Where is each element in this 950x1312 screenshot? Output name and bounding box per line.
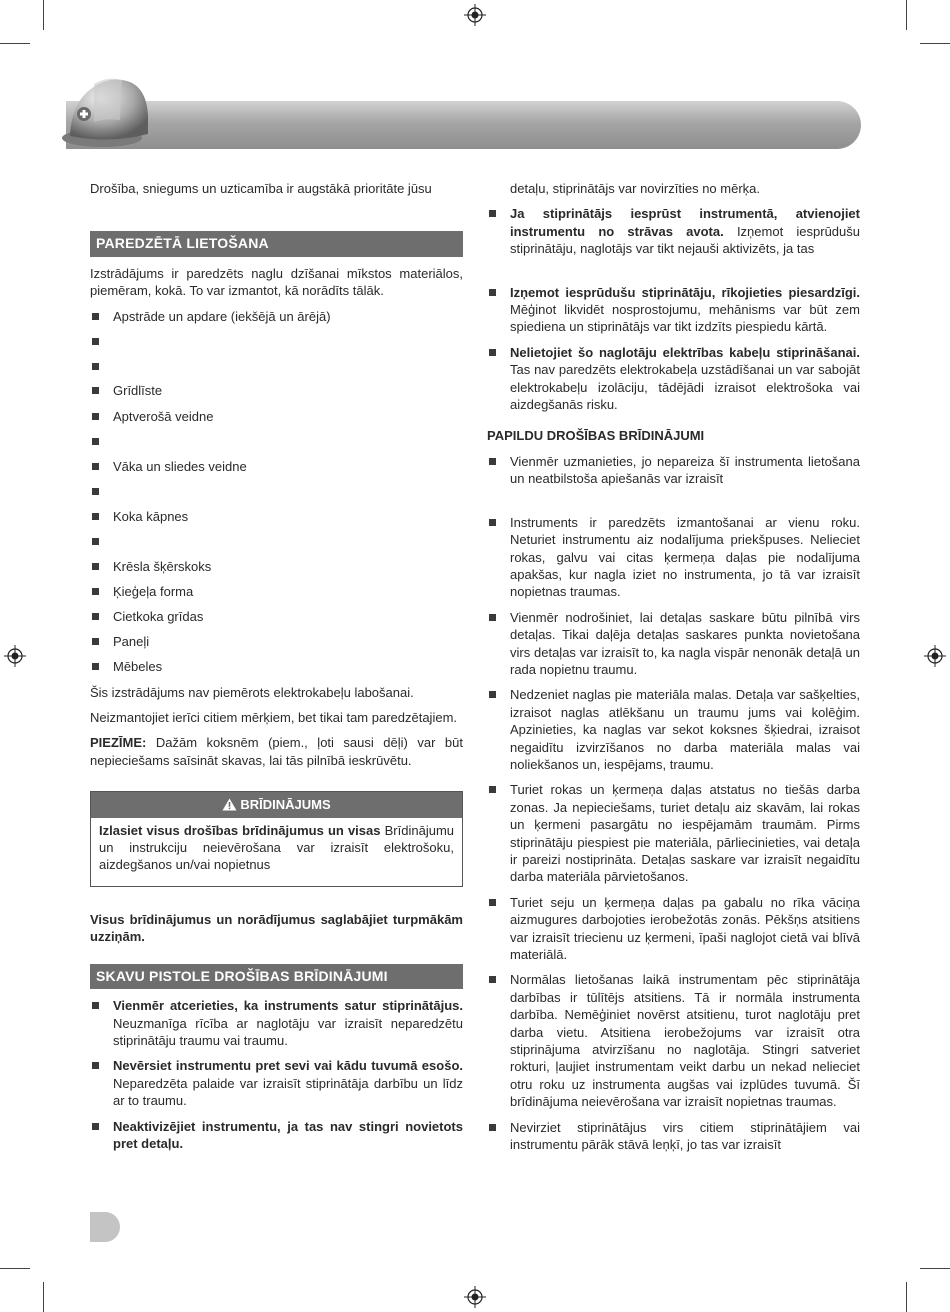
list-item: Apstrāde un apdare (iekšējā un ārējā) [90, 308, 463, 325]
list-item [90, 997, 463, 1049]
crop-mark [920, 43, 950, 44]
item-bold-text: Izņemot iesprūdušu stiprinātāju, rīkojieties piesardzīgi. [510, 284, 860, 300]
list-item: Paneļi [90, 633, 463, 650]
crop-mark [0, 1268, 30, 1269]
crop-mark [906, 0, 907, 30]
additional-warnings-list [487, 453, 860, 1154]
registration-mark-icon [464, 4, 486, 26]
item-text: Neuzmanīga rīcība ar naglotāju var izraisīt neparedzētu stiprinātāju traumu vai traumu. [113, 1015, 463, 1048]
right-column [487, 180, 860, 1162]
list-item: Vienmēr nodrošiniet, lai detaļas saskare būtu pilnībā virs detaļas. Tikai daļēja detaļas saskares punkta novietošana virs detaļas var izraisīt to, ka nagla vispār nenonāk detaļā un rada nopietnu traumu. [487, 609, 860, 679]
warning-box [90, 791, 463, 887]
list-item [90, 333, 463, 350]
warning-bold-text: Izlasiet visus drošības brīdinājumus un visas [99, 822, 381, 838]
list-item: Grīdlīste [90, 382, 463, 399]
list-item: Nedzeniet naglas pie materiāla malas. Detaļa var sašķelties, izraisot naglas atlēkšanu un traumu jums vai kolēģim. Apzinieties, ka naglas var sekot koksnes šķiedrai, izraisot negaidītu izvirzīšanos no darba materiāla malas vai noliekšanos un, iespējams, traumu. [487, 686, 860, 773]
section-heading-intended-use: PAREDZĒTĀ LIETOŠANA [90, 231, 463, 256]
list-item: Normālas lietošanas laikā instrumentam pēc stiprinātāja darbības ir tūlītējs atsitiens. Tā ir normāla instrumenta darbība. Nemēģiniet novērst atsitienu, turot naglotāju pret darba vietu. Atsitiena ierobežojums var izraisīt otra stiprinājuma atvirzīšanu no naglotāja. Stingri satveriet rokturi, ļaujiet instrumentam veikt darbu un nekad nelieciet otru roku uz instrumenta augšas vai izplūdes tuvumā. Šī brīdinājuma neievērošana var izraisīt nopietnas traumas. [487, 971, 860, 1110]
item-text: Neparedzēta palaide var izraisīt stiprinātāja darbību un līdz ar to traumu. [113, 1075, 463, 1109]
list-item: Turiet seju un ķermeņa daļas pa gabalu no rīka vāciņa aizmugures darbojoties ierobežotās zonās. Pēkšņs atsitiens var izraisīt triecienu uz ķermeni, īpaši naglojot cietā vai blīvā materiālā. [487, 894, 860, 964]
list-item [90, 1118, 463, 1153]
header-banner [66, 101, 861, 149]
safety-helmet-icon [60, 70, 156, 152]
list-item [90, 533, 463, 550]
item-bold-text: Vienmēr atcerieties, ka instruments satur stiprinātājus. [113, 998, 463, 1014]
save-instructions-note [90, 911, 463, 946]
list-item: Turiet rokas un ķermeņa daļas atstatus no tiešās darba zonas. Ja nepieciešams, turiet detaļu aiz skavām, lai rokas un ķermeni pasargātu no iespējamām traumām. Pirms stiprinātāju piespiest pie materiāla, pārliecinieties, vai detaļa ir pareizi nostiprināta. Detaļas saskare var izraisīt negaidītu darba materiāla pārvietošanos. [487, 781, 860, 885]
registration-mark-icon [4, 645, 26, 667]
warning-title: BRĪDINĀJUMS [240, 797, 331, 813]
list-item: Instruments ir paredzēts izmantošanai ar vienu roku. Neturiet instrumentu aiz nodalījuma priekšpuses. Nelieciet rokas, galvu vai citas ķermeņa daļas pie nodalījuma apakšas, kur nagla iziet no instrumenta, jo tā var izraisīt nopietnas traumas. [487, 514, 860, 601]
stapler-warnings-list [90, 997, 463, 1152]
registration-mark-icon [924, 645, 946, 667]
list-item: Vienmēr uzmanieties, jo nepareiza šī instrumenta lietošana un neatbilstoša apiešanās var izraisīt [487, 453, 860, 488]
intended-use-text: Izstrādājums ir paredzēts naglu dzīšanai mīkstos materiālos, piemēram, kokā. To var izmantot, kā norādīts tālāk. [90, 265, 463, 299]
crop-mark [0, 43, 30, 44]
list-item [487, 284, 860, 336]
item-bold-text: Nelietojiet šo naglotāju elektrības kabeļu stiprināšanai. [510, 344, 860, 360]
item-text: Tas nav paredzēts elektrokabeļa uzstādīšanai un var sabojāt elektrokabeļu izolāciju, tādējādi izraisot elektrošoka vai aizdegšanās risku. [510, 362, 860, 413]
item-text: Mēģinot likvidēt nosprostojumu, mehānisms var būt zem spiediena un stiprinātājs var tikt izdzīts piespiedu kārtā. [510, 302, 860, 335]
note-text: Neizmantojiet ierīci citiem mērķiem, bet tikai tam paredzētajiem. [90, 710, 458, 726]
list-item [90, 358, 463, 375]
list-item: Vāka un sliedes veidne [90, 458, 463, 475]
list-item: Krēsla šķērskoks [90, 558, 463, 575]
list-item: Mēbeles [90, 658, 463, 675]
list-item [487, 205, 860, 257]
item-bold-text: Neaktivizējiet instrumentu, ja tas nav stingri novietots pret detaļu. [113, 1118, 463, 1151]
crop-mark [43, 0, 44, 30]
note-paragraph [90, 734, 463, 769]
continued-text: detaļu, stiprinātājs var novirzīties no mērķa. [510, 181, 760, 196]
list-item: Aptverošā veidne [90, 408, 463, 425]
save-note-text: Visus brīdinājumus un norādījumus saglabājiet turpmākām uzziņām. [90, 911, 463, 945]
list-item: Cietkoka grīdas [90, 608, 463, 625]
warning-header [91, 792, 462, 817]
list-item [90, 1057, 463, 1109]
note-text: Šis izstrādājums nav piemērots elektrokabeļu labošanai. [90, 684, 414, 700]
warning-text: Brīdinājumu un instrukciju neievērošana var izraisīt elektrošoku, aizdegšanos un/vai nopietnus [99, 822, 455, 873]
stapler-warnings-list-continued [487, 205, 860, 413]
page-number-tab [90, 1212, 120, 1242]
crop-mark [906, 1282, 907, 1312]
item-text: Izņemot iesprūdušu stiprinātāju, naglotājs var tikt nejauši aktivizēts, ja tas [510, 223, 860, 257]
list-item [487, 344, 860, 414]
intended-use-list [90, 308, 463, 676]
warning-body [91, 818, 462, 886]
list-item: Nevirziet stiprinātājus virs citiem stiprinātājiem vai instrumentu pārāk stāvā leņķī, jo tas var izraisīt [487, 1119, 860, 1154]
item-bold-text: Nevērsiet instrumentu pret sevi vai kādu tuvumā esošo. [113, 1058, 463, 1074]
section-heading-additional-safety: PAPILDU DROŠĪBAS BRĪDINĀJUMI [487, 428, 705, 444]
list-item: Ķieģeļa forma [90, 583, 463, 600]
left-column [90, 180, 463, 1160]
intro-text: Drošība, sniegums un uzticamība ir augstākā prioritāte jūsu [90, 181, 432, 196]
item-bold-text: Ja stiprinātājs iesprūst instrumentā, atvienojiet instrumentu no strāvas avota. [510, 206, 860, 239]
crop-mark [920, 1268, 950, 1269]
list-item [90, 433, 463, 450]
list-item [90, 483, 463, 500]
note-label: PIEZĪME: [90, 735, 147, 751]
section-heading-stapler-safety: SKAVU PISTOLE DROŠĪBAS BRĪDINĀJUMI [90, 964, 463, 989]
registration-mark-icon [464, 1286, 486, 1308]
list-item: Koka kāpnes [90, 508, 463, 525]
note-text: Dažām koksnēm (piem., ļoti sausi dēļi) var būt nepieciešams saīsināt skavas, lai tās pilnībā ieskrūvētu. [90, 735, 463, 768]
crop-mark [43, 1282, 44, 1312]
warning-triangle-icon [222, 798, 237, 811]
